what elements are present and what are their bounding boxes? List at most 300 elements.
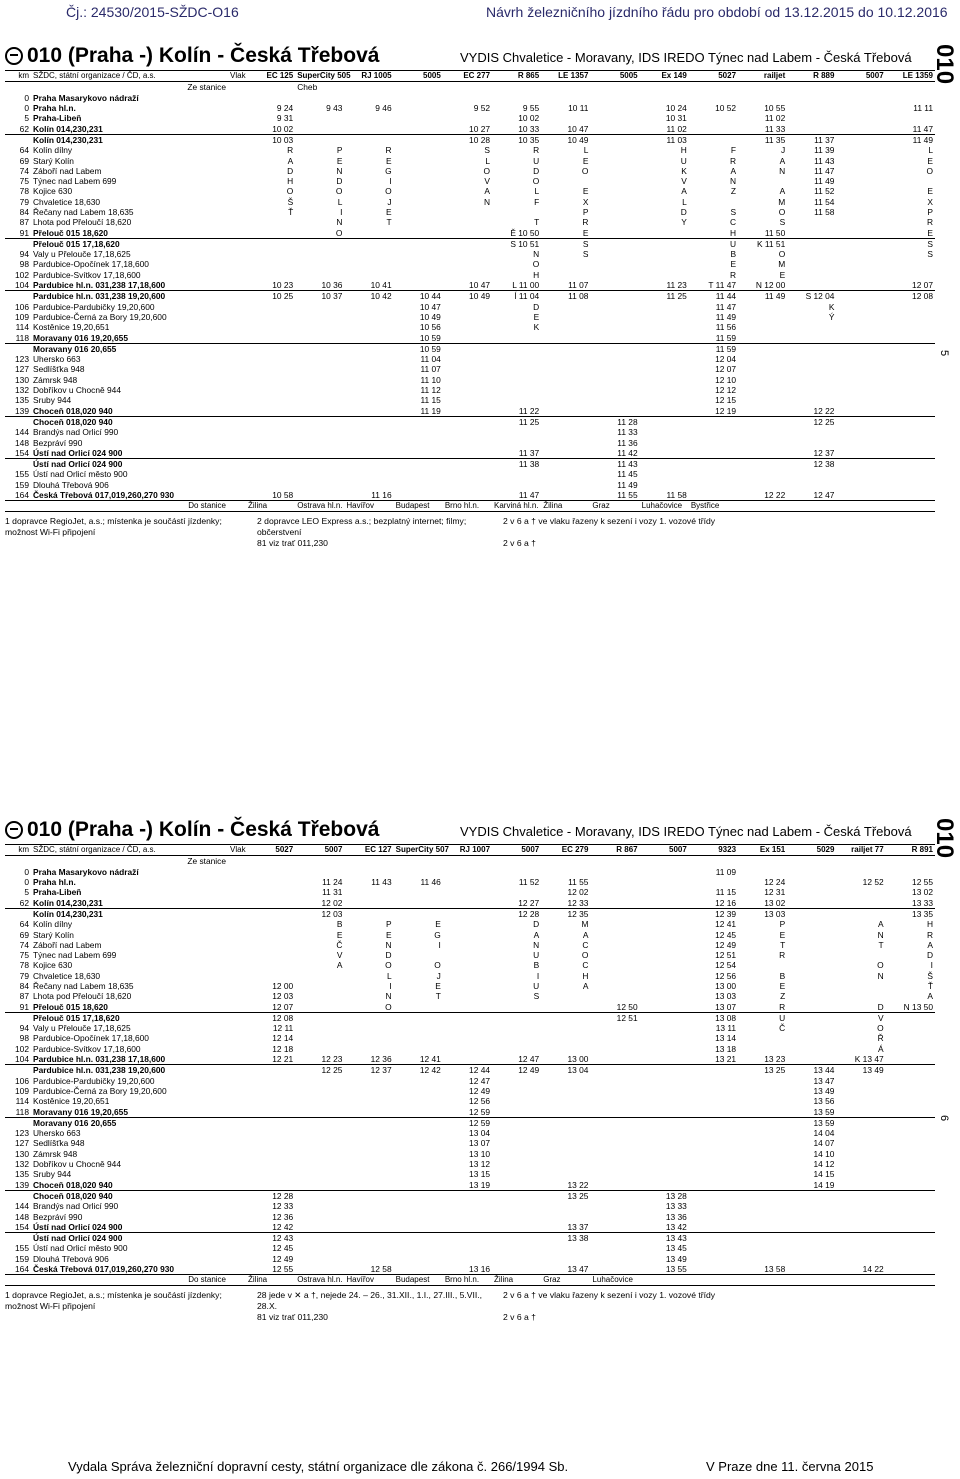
- time-cell: N: [533, 249, 540, 260]
- time-cell: [492, 395, 541, 405]
- station-name: Ústí nad Orlicí 024 900: [31, 1232, 228, 1243]
- marker-cell: [228, 302, 246, 312]
- time-cell: [344, 113, 393, 123]
- time-cell: 13 03: [715, 991, 737, 1002]
- station-name: Dlouhá Třebová 906: [33, 1253, 109, 1264]
- time-cell: [541, 1033, 590, 1043]
- time-cell: [886, 375, 935, 385]
- time-cell: [640, 322, 689, 332]
- time-cell: [443, 458, 492, 469]
- origin-cell: [787, 856, 836, 867]
- time-cell: [394, 238, 443, 249]
- time-cell: [246, 940, 295, 950]
- station-row: [5, 259, 935, 269]
- time-cell: U: [680, 155, 687, 166]
- time-cell: 11 49: [886, 134, 935, 145]
- time-cell: [443, 908, 492, 919]
- time-cell: [295, 1201, 344, 1211]
- time-cell: [394, 280, 443, 291]
- time-cell: L: [534, 186, 540, 197]
- time-cell: 11 03: [640, 134, 689, 145]
- station-name: Týnec nad Labem 699: [33, 950, 117, 961]
- page-number: 6: [938, 1115, 950, 1122]
- station-row: [5, 991, 935, 1001]
- time-cell: [541, 448, 590, 459]
- time-cell: [689, 1243, 738, 1253]
- marker-cell: [228, 1023, 246, 1033]
- time-cell: 12 03: [295, 908, 344, 919]
- time-cell: [738, 395, 787, 405]
- destination-cell: Ostrava hl.n.: [297, 1275, 343, 1285]
- time-cell: [738, 1149, 787, 1159]
- time-cell: [590, 1211, 639, 1221]
- time-cell: 10 59: [394, 343, 443, 354]
- time-cell: [295, 971, 344, 981]
- time-cell: 13 25: [541, 1190, 590, 1201]
- time-cell: [738, 332, 787, 343]
- km-cell: 102: [15, 1043, 29, 1054]
- time-cell: U: [738, 1012, 787, 1023]
- time-cell: 12 19: [715, 405, 737, 416]
- time-cell: E: [779, 269, 786, 280]
- time-cell: [640, 395, 689, 405]
- time-cell: [640, 227, 689, 238]
- time-cell: 13 18: [715, 1043, 737, 1054]
- km-cell: 0: [24, 877, 29, 888]
- footnote: 28 jede v ✕ a †, nejede 24. – 26., 31.XII., 1.I., 27.III., 5.VII., 28.X.: [257, 1290, 483, 1312]
- marker-cell: [228, 259, 246, 269]
- time-cell: [344, 458, 393, 469]
- time-cell: [640, 458, 689, 469]
- time-cell: [787, 354, 836, 364]
- time-cell: 10 41: [370, 280, 392, 291]
- time-cell: R: [533, 145, 540, 156]
- time-cell: [394, 1138, 443, 1148]
- time-cell: 12 07: [715, 364, 737, 375]
- time-cell: [246, 437, 295, 447]
- time-cell: 12 33: [272, 1201, 294, 1212]
- station-name: Chvaletice 18,630: [33, 970, 101, 981]
- time-cell: [246, 249, 295, 259]
- time-cell: I: [389, 981, 392, 991]
- time-cell: [443, 1190, 492, 1201]
- time-cell: [344, 867, 393, 877]
- station-row: [5, 312, 935, 322]
- time-cell: [640, 1044, 689, 1054]
- time-cell: [836, 207, 885, 217]
- time-cell: 13 38: [541, 1232, 590, 1243]
- time-cell: [492, 1211, 541, 1221]
- km-cell: [5, 238, 31, 249]
- time-cell: [492, 1086, 541, 1096]
- time-cell: [886, 176, 935, 186]
- time-cell: [738, 867, 787, 877]
- km-cell: 104: [15, 280, 29, 291]
- time-cell: [394, 93, 443, 103]
- time-cell: [787, 960, 836, 970]
- time-cell: J: [387, 196, 392, 207]
- time-cell: [492, 364, 541, 374]
- time-cell: [738, 416, 787, 427]
- station-name: Starý Kolín: [33, 155, 74, 166]
- time-cell: [689, 1180, 738, 1191]
- time-cell: [738, 176, 787, 186]
- time-cell: [541, 1086, 590, 1096]
- time-cell: [590, 103, 639, 113]
- destination-cell: Brno hl.n.: [443, 1275, 492, 1286]
- time-cell: [787, 919, 836, 929]
- time-cell: 10 49: [541, 134, 590, 145]
- station-row: [5, 1222, 935, 1233]
- time-cell: 13 25: [738, 1065, 787, 1076]
- time-cell: [689, 448, 738, 459]
- time-cell: [590, 259, 639, 269]
- origin-cell: [590, 856, 639, 867]
- time-cell: [492, 207, 541, 217]
- time-cell: K 13 47: [854, 1054, 884, 1065]
- train-header-row: [5, 71, 935, 82]
- time-cell: [344, 1076, 393, 1086]
- time-cell: S: [541, 238, 590, 249]
- time-cell: [541, 1076, 590, 1086]
- train-number: LE 1359: [886, 71, 935, 82]
- km-cell: 91: [19, 227, 29, 238]
- time-cell: [344, 1211, 393, 1221]
- time-cell: [295, 302, 344, 312]
- time-cell: [640, 270, 689, 280]
- train-number: R 889: [787, 71, 836, 82]
- side-line-label: 010: [931, 44, 958, 85]
- marker-cell: [228, 364, 246, 374]
- time-cell: 11 38: [492, 458, 541, 469]
- time-cell: [787, 1211, 836, 1221]
- operator-label: SŽDC, státní organizace / ČD, a.s.: [31, 845, 228, 856]
- footer-place-date: V Praze dne 11. června 2015: [706, 1459, 874, 1474]
- station-row: [5, 1001, 935, 1012]
- time-cell: 11 12: [420, 385, 441, 396]
- time-cell: [246, 469, 295, 479]
- time-cell: [590, 227, 639, 238]
- marker-cell: [228, 238, 246, 249]
- station-row: [5, 207, 935, 217]
- time-cell: [590, 991, 639, 1001]
- station-name: Choceň 018,020 940: [33, 1179, 113, 1190]
- time-cell: [590, 1096, 639, 1106]
- time-cell: H: [287, 176, 294, 187]
- time-cell: 11 59: [689, 343, 738, 354]
- time-cell: [689, 1254, 738, 1264]
- time-cell: [590, 186, 639, 196]
- station-row: [5, 480, 935, 490]
- station-name: Pardubice-Pardubičky 19,20,600: [33, 1075, 155, 1086]
- time-cell: [886, 1149, 935, 1159]
- time-cell: [886, 302, 935, 312]
- time-cell: 11 07: [568, 280, 589, 291]
- time-cell: L: [485, 155, 491, 166]
- time-cell: [344, 1117, 393, 1128]
- station-row: [5, 302, 935, 312]
- time-cell: [886, 427, 935, 437]
- timetable-table: [5, 70, 935, 512]
- time-cell: [787, 908, 836, 919]
- station-row: [5, 1044, 935, 1054]
- time-cell: [394, 867, 443, 877]
- time-cell: [590, 249, 639, 259]
- time-cell: [246, 971, 295, 981]
- time-cell: [541, 1254, 590, 1264]
- time-cell: [787, 929, 836, 939]
- time-cell: 11 08: [541, 291, 590, 302]
- time-cell: [738, 1232, 787, 1243]
- station-name: Záboří nad Labem: [33, 165, 102, 176]
- time-cell: [541, 1201, 590, 1211]
- time-cell: [886, 259, 935, 269]
- time-cell: [492, 1023, 541, 1033]
- km-cell: [5, 1190, 31, 1201]
- time-cell: [295, 448, 344, 459]
- marker-cell: [228, 343, 246, 354]
- time-cell: [344, 1149, 393, 1159]
- time-cell: [344, 1033, 393, 1043]
- time-cell: [689, 458, 738, 469]
- km-cell: [5, 908, 31, 919]
- station-row: [5, 929, 935, 939]
- time-cell: [640, 1096, 689, 1106]
- time-cell: [738, 1128, 787, 1138]
- time-cell: [836, 332, 885, 343]
- time-cell: B: [533, 960, 540, 971]
- time-cell: V: [836, 1012, 885, 1023]
- marker-cell: [228, 448, 246, 459]
- time-cell: 9 31: [276, 113, 294, 124]
- time-cell: [394, 217, 443, 227]
- time-cell: Á: [878, 1043, 884, 1054]
- time-cell: [541, 259, 590, 269]
- station-row: [5, 1201, 935, 1211]
- origin-cell: [541, 856, 590, 867]
- time-cell: K 11 51: [738, 238, 787, 249]
- time-cell: 13 15: [469, 1169, 491, 1180]
- time-cell: [246, 867, 295, 877]
- time-cell: [394, 1232, 443, 1243]
- time-cell: [344, 375, 393, 385]
- station-name: Kostěnice 19,20,651: [33, 322, 110, 333]
- time-cell: [836, 1106, 885, 1117]
- time-cell: E: [336, 155, 343, 166]
- time-cell: [640, 1023, 689, 1033]
- time-cell: [787, 1044, 836, 1054]
- time-cell: [836, 375, 885, 385]
- time-cell: R: [926, 217, 933, 228]
- km-cell: 98: [19, 1033, 29, 1044]
- time-cell: 12 37: [344, 1065, 393, 1076]
- km-cell: 106: [15, 301, 29, 312]
- time-cell: 12 45: [715, 929, 737, 940]
- time-cell: [590, 145, 639, 155]
- time-cell: 13 00: [715, 981, 737, 991]
- time-cell: [394, 145, 443, 155]
- time-cell: [836, 427, 885, 437]
- time-cell: [836, 291, 885, 302]
- time-cell: [640, 406, 689, 417]
- marker-cell: [228, 395, 246, 405]
- time-cell: [295, 113, 344, 123]
- station-row: [5, 395, 935, 405]
- origin-cell: [738, 82, 787, 93]
- time-cell: [394, 887, 443, 897]
- time-cell: Ý: [828, 311, 835, 322]
- time-cell: [738, 1033, 787, 1043]
- time-cell: [344, 1169, 393, 1179]
- time-cell: [295, 1128, 344, 1138]
- time-cell: E: [435, 919, 441, 930]
- km-cell: 79: [19, 970, 29, 981]
- time-cell: [590, 897, 639, 908]
- time-cell: U: [533, 155, 540, 166]
- time-cell: [886, 1169, 935, 1179]
- time-cell: [443, 1201, 492, 1211]
- time-cell: [541, 364, 590, 374]
- km-cell: 0: [24, 103, 29, 114]
- station-row: [5, 291, 935, 302]
- time-cell: [443, 960, 492, 970]
- km-cell: 144: [15, 1201, 29, 1212]
- time-cell: E: [927, 227, 933, 238]
- time-cell: [394, 1211, 443, 1221]
- marker-cell: [228, 155, 246, 165]
- km-cell: 69: [19, 155, 29, 166]
- time-cell: 13 59: [787, 1117, 836, 1128]
- time-cell: [443, 919, 492, 929]
- time-cell: [443, 981, 492, 991]
- time-cell: [590, 1243, 639, 1253]
- time-cell: [836, 458, 885, 469]
- station-name: Sedlíšťka 948: [33, 1138, 85, 1149]
- time-cell: H: [582, 970, 589, 981]
- time-cell: [836, 887, 885, 897]
- time-cell: 12 36: [370, 1054, 392, 1065]
- time-cell: [640, 469, 689, 479]
- time-cell: [640, 416, 689, 427]
- time-cell: J: [781, 145, 786, 156]
- time-cell: 12 49: [272, 1253, 294, 1264]
- station-name: Kojice 630: [33, 186, 73, 197]
- time-cell: S: [927, 249, 933, 260]
- marker-cell: [228, 406, 246, 417]
- time-cell: 12 59: [443, 1117, 492, 1128]
- time-cell: H: [729, 227, 737, 238]
- time-cell: A: [582, 981, 589, 991]
- time-cell: [394, 1001, 443, 1012]
- time-cell: 12 12: [715, 385, 737, 396]
- time-cell: [738, 1076, 787, 1086]
- marker-cell: [228, 1138, 246, 1148]
- time-cell: A: [779, 155, 786, 166]
- time-cell: 12 36: [272, 1211, 294, 1222]
- station-name: Valy u Přelouče 17,18,625: [33, 1023, 131, 1034]
- time-cell: P: [582, 207, 589, 217]
- station-row: [5, 1190, 935, 1201]
- station-name: Dlouhá Třebová 906: [33, 479, 109, 490]
- time-cell: [246, 1180, 295, 1191]
- document-header: [0, 4, 960, 22]
- train-number: EC 125: [246, 71, 295, 82]
- time-cell: 10 31: [665, 113, 687, 124]
- timetable-table: [5, 844, 935, 1286]
- time-cell: [443, 1243, 492, 1253]
- document-title: Návrh železničního jízdního řádu pro období od 13.12.2015 do 10.12.2016: [486, 4, 948, 20]
- time-cell: [541, 1169, 590, 1179]
- time-cell: 12 10: [715, 374, 737, 385]
- km-cell: 159: [15, 479, 29, 490]
- time-cell: [590, 238, 639, 249]
- time-cell: [640, 448, 689, 459]
- time-cell: [590, 887, 639, 897]
- station-row: [5, 1065, 935, 1076]
- time-cell: [443, 1222, 492, 1233]
- station-row: [5, 375, 935, 385]
- time-cell: B: [779, 970, 786, 981]
- time-cell: [640, 919, 689, 929]
- km-cell: 84: [19, 207, 29, 217]
- station-row: [5, 280, 935, 291]
- time-cell: [541, 1117, 590, 1128]
- station-row: [5, 458, 935, 469]
- time-cell: [344, 312, 393, 322]
- time-cell: [886, 1264, 935, 1275]
- time-cell: [394, 1222, 443, 1233]
- time-cell: 11 43: [814, 155, 835, 166]
- time-cell: [886, 458, 935, 469]
- time-cell: [492, 1001, 541, 1012]
- station-row: [5, 1254, 935, 1264]
- station-name: Přelouč 015 17,18,620: [31, 1012, 228, 1023]
- time-cell: [541, 469, 590, 479]
- time-cell: [246, 364, 295, 374]
- time-cell: 12 58: [370, 1264, 392, 1275]
- time-cell: L: [386, 970, 392, 981]
- station-row: [5, 1033, 935, 1043]
- time-cell: [886, 395, 935, 405]
- time-cell: [787, 103, 836, 113]
- time-cell: [640, 332, 689, 343]
- time-cell: [443, 322, 492, 332]
- time-cell: [738, 480, 787, 490]
- time-cell: [492, 1190, 541, 1201]
- marker-cell: [228, 1086, 246, 1096]
- station-row: [5, 867, 935, 877]
- timetable-page-1: [5, 44, 935, 562]
- km-cell: [5, 134, 31, 145]
- time-cell: [394, 186, 443, 196]
- time-cell: I: [340, 207, 343, 217]
- km-cell: [5, 82, 31, 93]
- station-row: [5, 103, 935, 113]
- time-cell: [443, 395, 492, 405]
- marker-cell: [228, 1254, 246, 1264]
- time-cell: [541, 1128, 590, 1138]
- time-cell: 13 45: [665, 1243, 687, 1254]
- time-cell: [787, 343, 836, 354]
- time-cell: [344, 302, 393, 312]
- time-cell: [492, 480, 541, 490]
- time-cell: 11 02: [666, 123, 687, 134]
- time-cell: [787, 93, 836, 103]
- time-cell: [640, 1169, 689, 1179]
- destination-cell: [787, 501, 836, 512]
- time-cell: [246, 427, 295, 437]
- time-cell: 11 25: [640, 291, 689, 302]
